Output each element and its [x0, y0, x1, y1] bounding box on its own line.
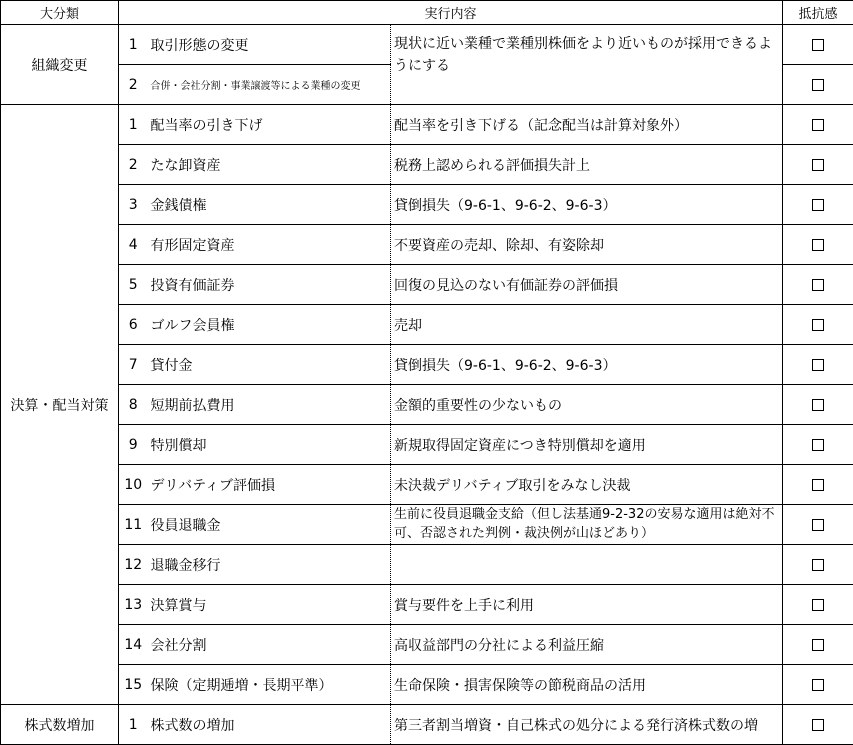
row-number: 1: [119, 105, 148, 145]
resistance-checkbox[interactable]: [812, 79, 824, 91]
item-cell: 退職金移行: [148, 545, 391, 585]
action-cell: 貸倒損失（9-6-1、9-6-2、9-6-3）: [391, 345, 783, 385]
item-cell: 役員退職金: [148, 505, 391, 545]
resistance-checkbox[interactable]: [812, 519, 824, 531]
row-number: 4: [119, 225, 148, 265]
row-number: 2: [119, 65, 148, 105]
table-row: [1, 625, 853, 665]
item-cell: デリバティブ評価損: [148, 465, 391, 505]
resistance-checkbox[interactable]: [812, 39, 824, 51]
item-cell: 金銭債権: [148, 185, 391, 225]
action-cell: 不要資産の売却、除却、有姿除却: [391, 225, 783, 265]
resistance-cell: [783, 425, 853, 465]
category-cell: 決算・配当対策: [1, 105, 119, 705]
resistance-cell: [783, 65, 853, 105]
item-cell: 会社分割: [148, 625, 391, 665]
item-cell: 株式数の増加: [148, 705, 391, 745]
item-cell: 特別償却: [148, 425, 391, 465]
resistance-cell: [783, 345, 853, 385]
resistance-cell: [783, 505, 853, 545]
action-cell: 金額的重要性の少ないもの: [391, 385, 783, 425]
resistance-cell: [783, 25, 853, 65]
row-number: 1: [119, 25, 148, 65]
row-number: 7: [119, 345, 148, 385]
row-number: 14: [119, 625, 148, 665]
resistance-cell: [783, 145, 853, 185]
resistance-checkbox[interactable]: [812, 359, 824, 371]
resistance-checkbox[interactable]: [812, 559, 824, 571]
row-number: 5: [119, 265, 148, 305]
table-row: [1, 665, 853, 705]
action-cell: 回復の見込のない有価証券の評価損: [391, 265, 783, 305]
resistance-checkbox[interactable]: [812, 479, 824, 491]
table-row: [1, 505, 853, 545]
action-cell: 高収益部門の分社による利益圧縮: [391, 625, 783, 665]
row-number: 12: [119, 545, 148, 585]
action-cell: 貸倒損失（9-6-1、9-6-2、9-6-3）: [391, 185, 783, 225]
resistance-cell: [783, 305, 853, 345]
resistance-checkbox[interactable]: [812, 639, 824, 651]
resistance-checkbox[interactable]: [812, 239, 824, 251]
row-number: 2: [119, 145, 148, 185]
item-cell: 投資有価証券: [148, 265, 391, 305]
resistance-checkbox[interactable]: [812, 439, 824, 451]
resistance-cell: [783, 385, 853, 425]
item-cell: たな卸資産: [148, 145, 391, 185]
item-cell: 短期前払費用: [148, 385, 391, 425]
category-cell: 組織変更: [1, 25, 119, 105]
action-cell: 配当率を引き下げる（記念配当は計算対象外）: [391, 105, 783, 145]
action-cell: 生命保険・損害保険等の節税商品の活用: [391, 665, 783, 705]
table-row: [1, 225, 853, 265]
action-cell: 新規取得固定資産につき特別償却を適用: [391, 425, 783, 465]
item-cell: 保険（定期逓増・長期平準）: [148, 665, 391, 705]
resistance-checkbox[interactable]: [812, 399, 824, 411]
table-row: [1, 345, 853, 385]
row-number: 8: [119, 385, 148, 425]
table-row: [1, 185, 853, 225]
action-cell: 賞与要件を上手に利用: [391, 585, 783, 625]
table-row: [1, 705, 853, 745]
resistance-cell: [783, 265, 853, 305]
item-cell: 配当率の引き下げ: [148, 105, 391, 145]
row-number: 1: [119, 705, 148, 745]
table-row: [1, 585, 853, 625]
resistance-checkbox[interactable]: [812, 119, 824, 131]
table-row: [1, 145, 853, 185]
row-number: 6: [119, 305, 148, 345]
action-cell: 未決裁デリバティブ取引をみなし決裁: [391, 465, 783, 505]
resistance-checkbox[interactable]: [812, 199, 824, 211]
table-row: [1, 385, 853, 425]
resistance-cell: [783, 225, 853, 265]
table-row: [1, 305, 853, 345]
row-number: 10: [119, 465, 148, 505]
row-number: 11: [119, 505, 148, 545]
item-cell: 取引形態の変更: [148, 25, 391, 65]
resistance-checkbox[interactable]: [812, 279, 824, 291]
resistance-cell: [783, 545, 853, 585]
action-cell: 売却: [391, 305, 783, 345]
item-cell: 貸付金: [148, 345, 391, 385]
action-cell: 第三者割当増資・自己株式の処分による発行済株式数の増: [391, 705, 783, 745]
row-number: 3: [119, 185, 148, 225]
table-row: [1, 265, 853, 305]
resistance-checkbox[interactable]: [812, 679, 824, 691]
action-cell: 税務上認められる評価損失計上: [391, 145, 783, 185]
header-resistance: 抵抗感: [783, 1, 853, 25]
row-number: 13: [119, 585, 148, 625]
header-category: 大分類: [1, 1, 119, 25]
row-number: 9: [119, 425, 148, 465]
item-cell: ゴルフ会員権: [148, 305, 391, 345]
table-row: [1, 545, 853, 585]
action-cell: [391, 545, 783, 585]
category-cell: 株式数増加: [1, 705, 119, 745]
resistance-cell: [783, 465, 853, 505]
resistance-cell: [783, 105, 853, 145]
resistance-cell: [783, 185, 853, 225]
table-row: [1, 25, 853, 65]
resistance-checkbox[interactable]: [812, 159, 824, 171]
header-content: 実行内容: [119, 1, 783, 25]
resistance-checkbox[interactable]: [812, 319, 824, 331]
item-cell: 合併・会社分割・事業譲渡等による業種の変更: [148, 65, 391, 105]
item-cell: 有形固定資産: [148, 225, 391, 265]
resistance-cell: [783, 625, 853, 665]
table-row: [1, 465, 853, 505]
resistance-checkbox[interactable]: [812, 599, 824, 611]
action-cell: 現状に近い業種で業種別株価をより近いものが採用できるようにする: [391, 25, 783, 105]
table-row: [1, 425, 853, 465]
resistance-cell: [783, 585, 853, 625]
resistance-cell: [783, 705, 853, 745]
resistance-checkbox[interactable]: [812, 719, 824, 731]
table-row: [1, 105, 853, 145]
item-cell: 決算賞与: [148, 585, 391, 625]
resistance-cell: [783, 665, 853, 705]
row-number: 15: [119, 665, 148, 705]
action-cell: 生前に役員退職金支給（但し法基通9-2-32の安易な適用は絶対不可、否認された判例・裁決例が山ほどあり）: [391, 505, 783, 545]
